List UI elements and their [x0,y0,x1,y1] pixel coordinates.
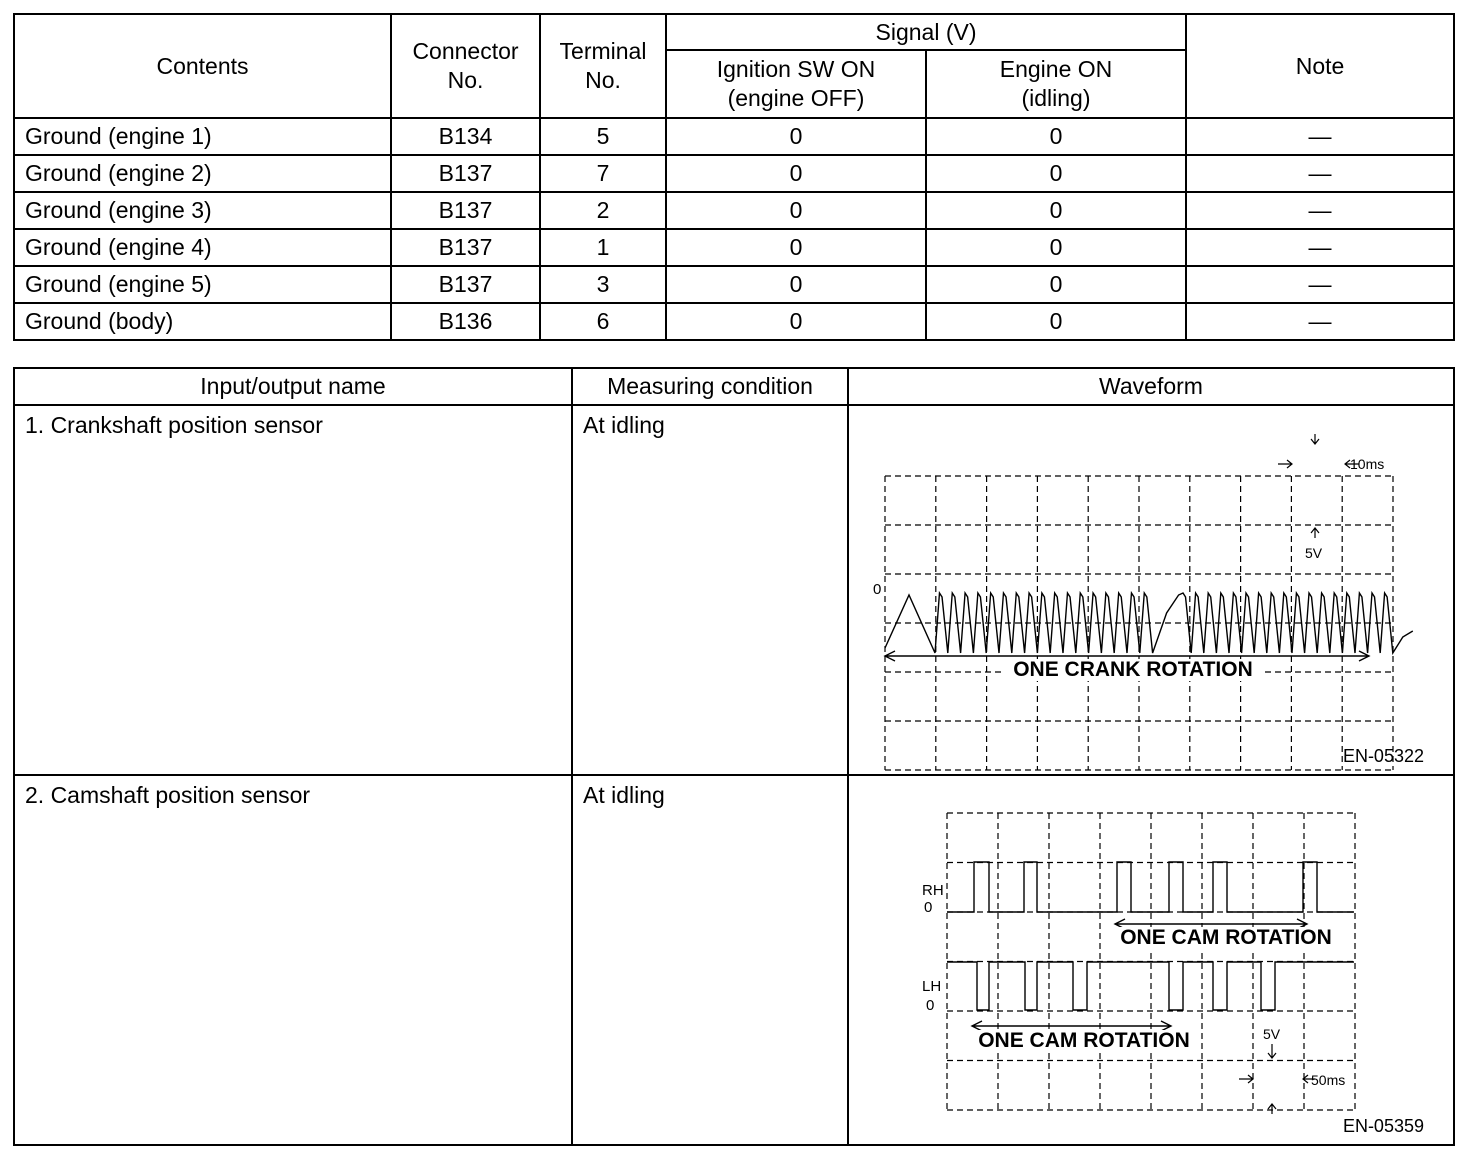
cell-contents: Ground (body) [14,303,391,340]
crank-zero-label: 0 [873,581,882,598]
crank-signal-trace [885,593,1413,653]
crank-grid [885,476,1393,770]
cell-io-name: 1. Crankshaft position sensor [14,405,572,775]
cell-connector: B137 [391,155,540,192]
table-row [14,266,1454,303]
cam-rh-caption: ONE CAM ROTATION [1120,926,1332,949]
header-signal-group: Signal (V) [666,14,1186,50]
header-terminal-no: Terminal No. [540,14,666,118]
cell-engine-on: 0 [926,192,1186,229]
cell-terminal: 7 [540,155,666,192]
cell-io-name: 2. Camshaft position sensor [14,775,572,1145]
crank-time-div-arrows [1278,434,1359,538]
waveform-table [13,367,1455,1146]
cell-note: — [1186,303,1454,340]
header-connector-no: Connector No. [391,14,540,118]
cell-note: — [1186,192,1454,229]
cell-engine-on: 0 [926,155,1186,192]
cam-time-div-label: 50ms [1311,1072,1346,1088]
cell-engine-on: 0 [926,229,1186,266]
table-row [14,118,1454,155]
crank-figure-id: EN-05322 [1342,746,1424,766]
header-ignition-sw-on: Ignition SW ON (engine OFF) [666,50,926,118]
cell-engine-on: 0 [926,266,1186,303]
header-io-name: Input/output name [14,368,572,405]
cell-connector: B137 [391,229,540,266]
header-contents: Contents [14,14,391,118]
cam-lh-zero-label: 0 [926,997,935,1014]
cell-terminal: 2 [540,192,666,229]
crank-waveform-cell [848,405,1454,775]
cell-contents: Ground (engine 2) [14,155,391,192]
table-row [14,155,1454,192]
cell-contents: Ground (engine 3) [14,192,391,229]
cell-connector: B137 [391,266,540,303]
cell-terminal: 5 [540,118,666,155]
crank-volt-div-label: 5V [1305,545,1323,561]
cell-condition: At idling [572,405,848,775]
cell-contents: Ground (engine 1) [14,118,391,155]
cell-contents: Ground (engine 4) [14,229,391,266]
signal-table [13,13,1455,341]
header-note: Note [1186,14,1454,118]
cam-rh-label: RH [922,882,944,899]
cam-lh-caption: ONE CAM ROTATION [978,1029,1190,1052]
cell-connector: B134 [391,118,540,155]
crank-time-div-label: 10ms [1350,456,1385,472]
cam-waveform-cell [848,775,1454,1145]
cam-figure-id: EN-05359 [1342,1116,1424,1136]
cell-ign-on: 0 [666,192,926,229]
cell-terminal: 6 [540,303,666,340]
cam-volt-div-label: 5V [1263,1026,1281,1042]
cell-note: — [1186,155,1454,192]
table-row [14,303,1454,340]
cell-note: — [1186,229,1454,266]
cell-ign-on: 0 [666,229,926,266]
cam-rh-zero-label: 0 [924,899,933,916]
crank-caption: ONE CRANK ROTATION [1013,658,1253,681]
cell-contents: Ground (engine 5) [14,266,391,303]
header-engine-on: Engine ON (idling) [926,50,1186,118]
cell-terminal: 3 [540,266,666,303]
cell-engine-on: 0 [926,118,1186,155]
cell-engine-on: 0 [926,303,1186,340]
cell-note: — [1186,266,1454,303]
cell-ign-on: 0 [666,266,926,303]
header-measuring-condition: Measuring condition [572,368,848,405]
cam-lh-label: LH [922,978,942,995]
table-row [14,192,1454,229]
cell-terminal: 1 [540,229,666,266]
table-row [14,775,1454,1145]
cell-ign-on: 0 [666,303,926,340]
table-row [14,405,1454,775]
cam-waveform-figure [849,776,1453,1144]
header-waveform: Waveform [848,368,1454,405]
crank-waveform-figure [849,406,1453,774]
cell-connector: B137 [391,192,540,229]
cell-ign-on: 0 [666,155,926,192]
table-row [14,229,1454,266]
cell-note: — [1186,118,1454,155]
cell-condition: At idling [572,775,848,1145]
cell-connector: B136 [391,303,540,340]
cell-ign-on: 0 [666,118,926,155]
